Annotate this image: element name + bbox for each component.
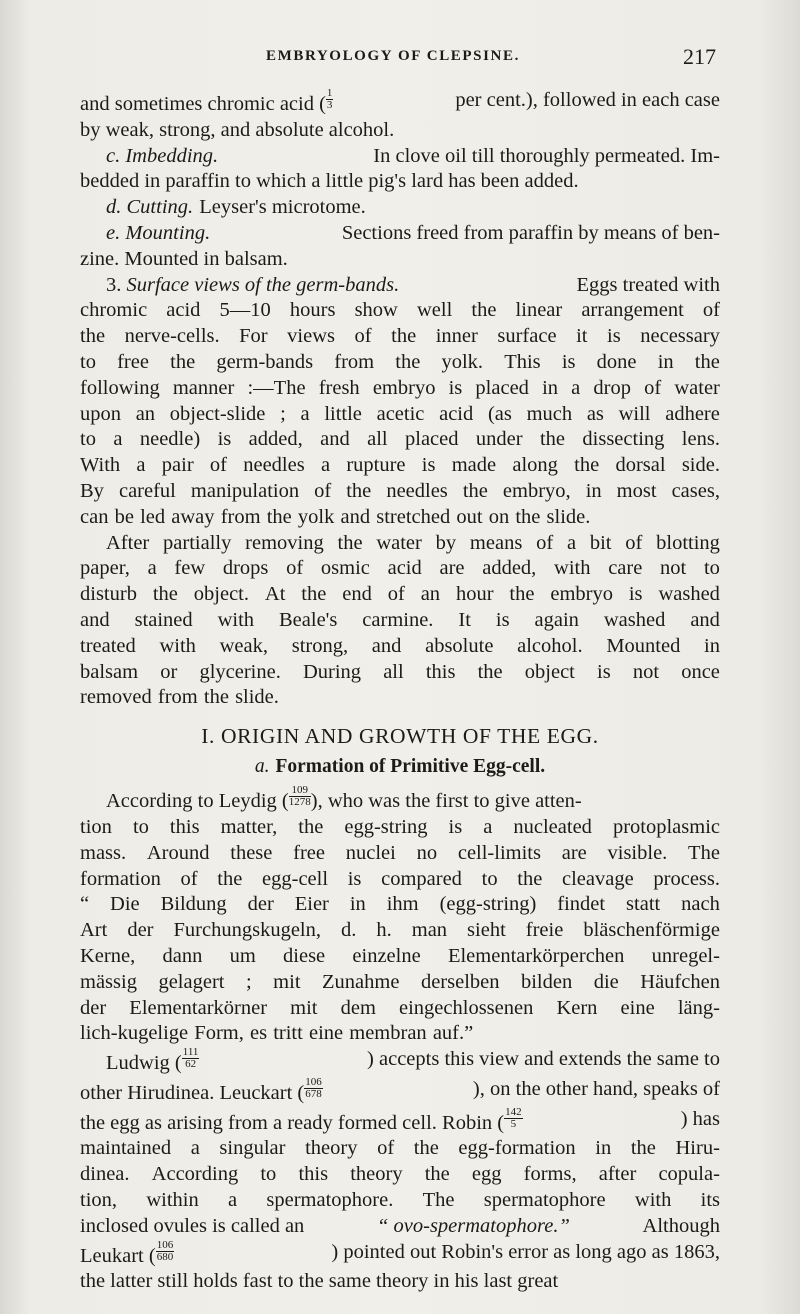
text-line: tion, within a spermatophore. The spermatophore with its bbox=[80, 1189, 720, 1212]
text-line: bedded in paraffin to which a little pig's lard has been added. bbox=[80, 170, 579, 193]
page-header bbox=[80, 42, 720, 82]
text-line: upon an object-slide ; a little acetic acid (as much as will adhere bbox=[80, 402, 720, 425]
text-line: to a needle) is added, and all placed under the dissecting lens. bbox=[80, 428, 720, 451]
text-line: By careful manipulation of the needles the embryo, in most cases, bbox=[80, 479, 720, 502]
text-line: inclosed ovules is called an “ ovo-spermatophore.” Although bbox=[80, 1214, 720, 1237]
text-line: According to Leydig ( $\frac{109}{1278}$ ), who was the first to give atten- bbox=[106, 784, 582, 813]
page-body bbox=[80, 88, 720, 1295]
text-line: other Hirudinea. Leuckart ( $\frac{106}{678}$ ), on the other hand, speaks of bbox=[80, 1075, 720, 1104]
text-line: Leukart ( $\frac{106}{680}$ ) pointed out Robin's error as long ago as 1863, bbox=[80, 1238, 720, 1267]
text-line: maintained a singular theory of the egg-formation in the Hiru- bbox=[80, 1137, 720, 1160]
item-label: e. Mounting. bbox=[106, 221, 211, 244]
page-number: 217 bbox=[683, 44, 716, 69]
text-line: mass. Around these free nuclei no cell-limits are visible. The bbox=[80, 841, 720, 864]
text-line: the latter still holds fast to the same theory in his last great bbox=[80, 1270, 559, 1293]
text-line: and stained with Beale's carmine. It is again washed and bbox=[80, 608, 720, 631]
text-line: e. Mounting. Sections freed from paraffin by means of ben- bbox=[106, 221, 720, 244]
text-line: Art der Furchungskugeln, d. h. man sieht freie bläschenförmige bbox=[80, 919, 720, 942]
paragraph-lines bbox=[80, 298, 720, 530]
text-line: mässig gelagert ; mit Zunahme derselben bilden die Häufchen bbox=[80, 970, 720, 993]
text-line: d. Cutting. Leyser's microtome. bbox=[106, 196, 366, 219]
fraction: $\frac{106}{680}$ bbox=[156, 1238, 174, 1263]
text-line: chromic acid 5—10 hours show well the linear arrangement of bbox=[80, 299, 720, 322]
paragraph-lines bbox=[80, 815, 720, 1047]
item-label: Surface views of the germ-bands. bbox=[126, 273, 400, 296]
item-label: d. Cutting. bbox=[106, 196, 194, 219]
section-heading: I. ORIGIN AND GROWTH OF THE EGG. bbox=[201, 724, 599, 749]
text-line: lich-kugelige Form, es tritt eine membran auf.” bbox=[80, 1022, 474, 1045]
text-line: der Elementarkörner mit dem eingechlossenen Kern eine läng- bbox=[80, 996, 720, 1019]
fraction: $\frac{106}{678}$ bbox=[305, 1075, 322, 1100]
running-head: EMBRYOLOGY OF CLEPSINE. bbox=[266, 48, 520, 64]
text-line: “ Die Bildung der Eier in ihm (egg-string) findet statt nach bbox=[80, 893, 720, 916]
fraction: $\frac{109}{1278}$ bbox=[288, 784, 311, 809]
item-label: c. Imbedding. bbox=[106, 144, 219, 167]
text-line: 3. Surface views of the germ-bands. Eggs treated with bbox=[106, 273, 720, 296]
text-line: to free the germ-bands from the yolk. This is done in the bbox=[80, 350, 720, 373]
fraction: $\frac{142}{5}$ bbox=[505, 1105, 522, 1130]
text-line: by weak, strong, and absolute alcohol. bbox=[80, 118, 395, 141]
text-line: After partially removing the water by means of a bit of blotting bbox=[106, 531, 720, 554]
text-line: Kerne, dann um diese einzelne Elementarkörperchen unregel- bbox=[80, 944, 720, 967]
text-line: treated with weak, strong, and absolute alcohol. Mounted in bbox=[80, 634, 720, 657]
text-line: zine. Mounted in balsam. bbox=[80, 247, 288, 270]
text-line: dinea. According to this theory the egg forms, after copula- bbox=[80, 1163, 720, 1186]
subsection-heading: a. Formation of Primitive Egg-cell. bbox=[254, 756, 546, 778]
text-line: paper, a few drops of osmic acid are added, with care not to bbox=[80, 557, 720, 580]
paragraph-lines bbox=[80, 1136, 720, 1213]
text-line: the nerve-cells. For views of the inner surface it is necessary bbox=[80, 325, 720, 348]
text-line: balsam or glycerine. During all this the object is not once bbox=[80, 660, 720, 683]
text-line: Ludwig ( $\frac{111}{62}$ ) accepts this view and extends the same to bbox=[106, 1046, 720, 1075]
fraction: $\frac{111}{62}$ bbox=[182, 1046, 199, 1071]
text-line: following manner :—The fresh embryo is placed in a drop of water bbox=[80, 376, 720, 399]
text-line: and sometimes chromic acid ( $\frac{1}{3}$ per cent.), followed in each case bbox=[80, 87, 720, 115]
text-line: can be led away from the yolk and stretched out on the slide. bbox=[80, 505, 591, 528]
text-line: removed from the slide. bbox=[80, 686, 279, 709]
text-line: c. Imbedding. In clove oil till thoroughly permeated. Im- bbox=[106, 144, 720, 167]
text-line: disturb the object. At the end of an hour the embryo is washed bbox=[80, 583, 720, 606]
paragraph-lines bbox=[80, 531, 720, 712]
text-line: tion to this matter, the egg-string is a nucleated protoplasmic bbox=[80, 815, 720, 838]
text-line: the egg as arising from a ready formed cell. Robin ( $\frac{142}{5}$ ) has bbox=[80, 1105, 720, 1134]
text-line: With a pair of needles a rupture is made along the dorsal side. bbox=[80, 454, 720, 477]
fraction: $\frac{1}{3}$ bbox=[326, 87, 333, 111]
text-line: formation of the egg-cell is compared to the cleavage process. bbox=[80, 867, 720, 890]
